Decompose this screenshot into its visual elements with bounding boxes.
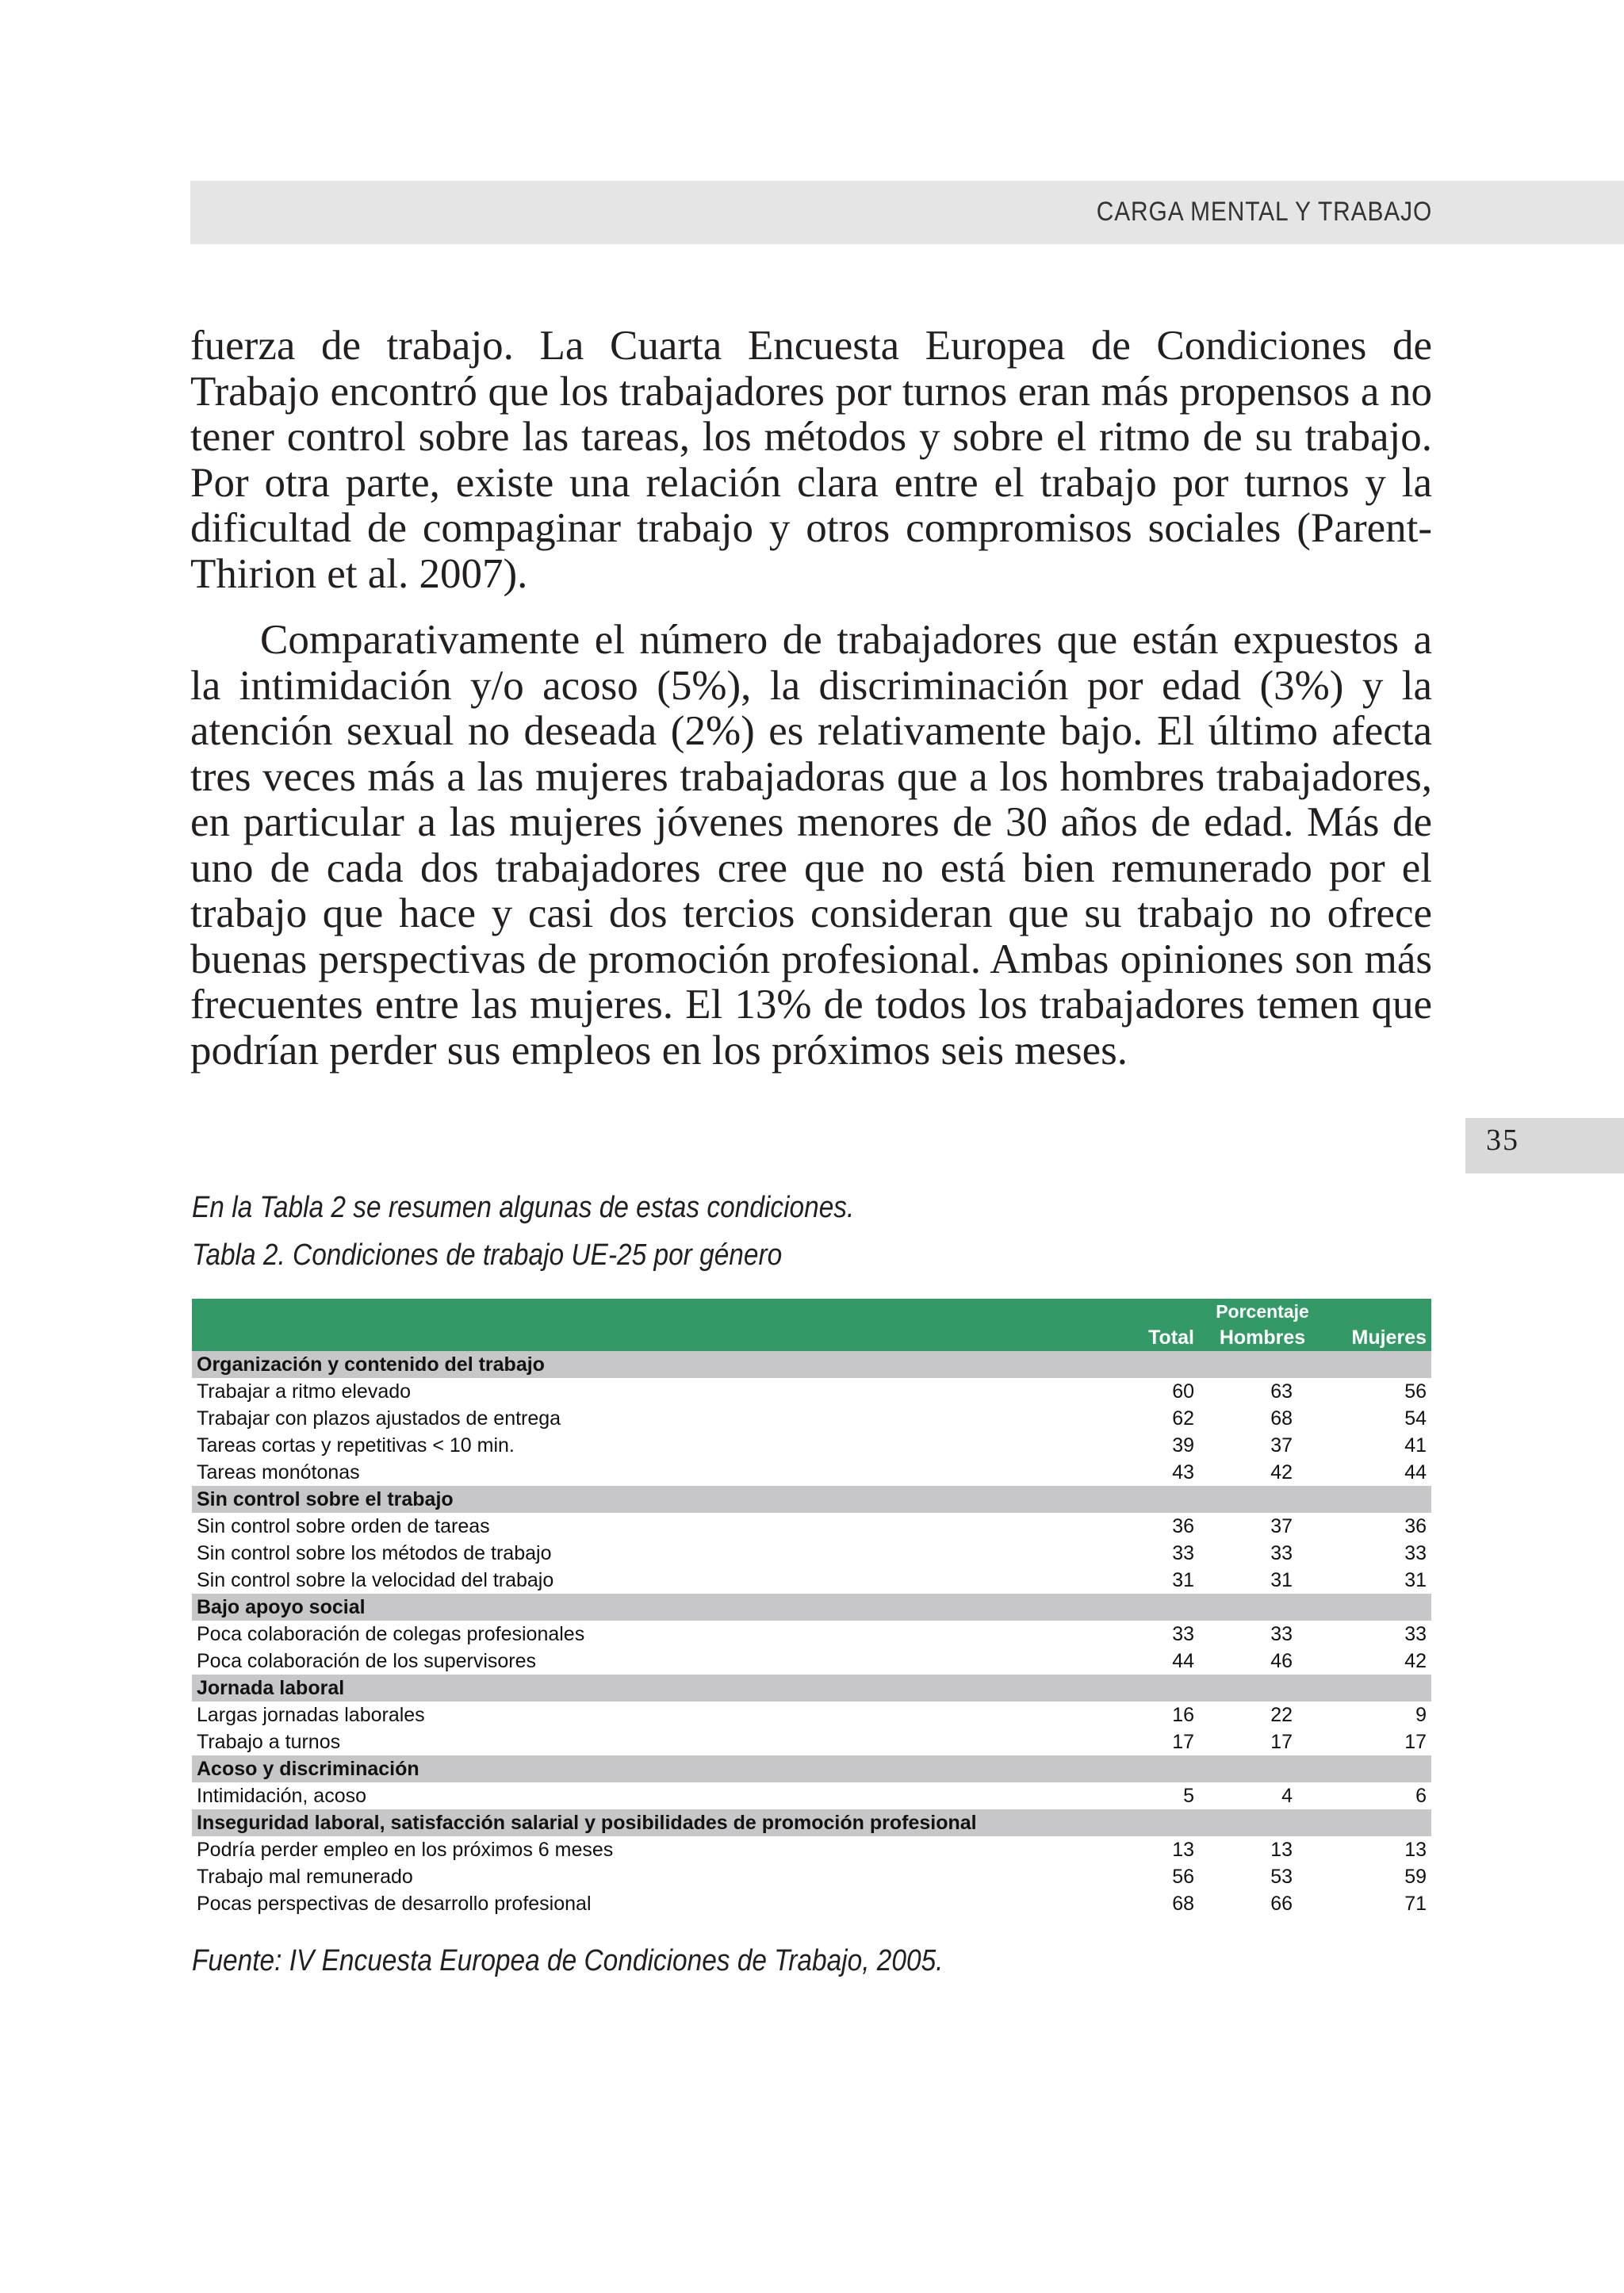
row-label: Intimidación, acoso xyxy=(197,1785,367,1807)
cell-hombres: 13 xyxy=(1270,1839,1293,1861)
table-row xyxy=(192,1378,1431,1405)
cell-hombres: 42 xyxy=(1270,1461,1293,1483)
cell-hombres: 33 xyxy=(1270,1542,1293,1564)
table-section-row xyxy=(192,1351,1431,1378)
table-row xyxy=(192,1513,1431,1540)
paragraph: Comparativamente el número de trabajadores que están expuestos a la intimidación y/o acoso (5%), la discriminación por edad (3%) y la atención sexual no deseada (2%) es relativamente bajo. El último afecta tres veces más a las mujeres trabajadoras que a los hombres trabajadores, en particular a las mujeres jóvenes menores de 30 años de edad. Más de uno de cada dos trabajadores cree que no está bien remunerado por el trabajo que hace y casi dos tercios consideran que su trabajo no ofrece buenas perspectivas de promoción profesional. Ambas opiniones son más frecuentes entre las mujeres. El 13% de todos los trabajadores temen que podrían perder sus empleos en los próximos seis meses. xyxy=(190,617,1432,1074)
section-label: Inseguridad laboral, satisfacción salarial y posibilidades de promoción profesional xyxy=(192,1809,1431,1836)
cell-mujeres: 71 xyxy=(1404,1893,1427,1915)
row-label: Sin control sobre los métodos de trabajo xyxy=(197,1542,552,1564)
cell-total: 43 xyxy=(1172,1461,1194,1483)
table-row xyxy=(192,1836,1431,1863)
column-header-mujeres: Mujeres xyxy=(1326,1324,1431,1351)
cell-hombres: 33 xyxy=(1270,1623,1293,1645)
table-row xyxy=(192,1621,1431,1648)
table-row xyxy=(192,1728,1431,1755)
table-row xyxy=(192,1567,1431,1594)
row-label: Pocas perspectivas de desarrollo profesional xyxy=(197,1893,592,1915)
table-caption: Tabla 2. Condiciones de trabajo UE-25 por género xyxy=(192,1238,783,1272)
section-label: Acoso y discriminación xyxy=(192,1755,1431,1782)
table-row xyxy=(192,1782,1431,1809)
cell-mujeres: 36 xyxy=(1404,1515,1427,1537)
cell-hombres: 31 xyxy=(1270,1569,1293,1591)
cell-total: 36 xyxy=(1172,1515,1194,1537)
row-label: Sin control sobre la velocidad del trabajo xyxy=(197,1569,554,1591)
cell-hombres: 53 xyxy=(1270,1866,1293,1888)
table-section-row xyxy=(192,1755,1431,1782)
cell-mujeres: 56 xyxy=(1404,1380,1427,1403)
table-section-row xyxy=(192,1594,1431,1621)
cell-total: 39 xyxy=(1172,1434,1194,1457)
cell-hombres: 63 xyxy=(1270,1380,1293,1403)
cell-mujeres: 33 xyxy=(1404,1623,1427,1645)
section-label: Sin control sobre el trabajo xyxy=(192,1486,1431,1513)
table-section-row xyxy=(192,1809,1431,1836)
cell-hombres: 37 xyxy=(1270,1434,1293,1457)
cell-hombres: 66 xyxy=(1270,1893,1293,1915)
cell-total: 56 xyxy=(1172,1866,1194,1888)
table-row xyxy=(192,1863,1431,1890)
row-label: Tareas cortas y repetitivas < 10 min. xyxy=(197,1434,515,1457)
table-row xyxy=(192,1459,1431,1486)
cell-hombres: 22 xyxy=(1270,1704,1293,1726)
cell-total: 33 xyxy=(1172,1623,1194,1645)
row-label: Trabajar a ritmo elevado xyxy=(197,1380,412,1403)
row-label: Podría perder empleo en los próximos 6 meses xyxy=(197,1839,614,1861)
cell-mujeres: 9 xyxy=(1415,1704,1427,1726)
cell-total: 17 xyxy=(1172,1731,1194,1753)
cell-mujeres: 41 xyxy=(1404,1434,1427,1457)
section-label: Jornada laboral xyxy=(192,1675,1431,1702)
cell-mujeres: 59 xyxy=(1404,1866,1427,1888)
cell-mujeres: 54 xyxy=(1404,1407,1427,1430)
cell-total: 16 xyxy=(1172,1704,1194,1726)
table-section-row xyxy=(192,1675,1431,1702)
working-conditions-table xyxy=(192,1299,1431,1917)
table-row xyxy=(192,1405,1431,1432)
group-header-percentage: Porcentaje xyxy=(1199,1299,1326,1324)
cell-mujeres: 17 xyxy=(1404,1731,1427,1753)
cell-total: 33 xyxy=(1172,1542,1194,1564)
row-label: Poca colaboración de colegas profesionales xyxy=(197,1623,585,1645)
cell-hombres: 37 xyxy=(1270,1515,1293,1537)
cell-hombres: 17 xyxy=(1270,1731,1293,1753)
column-header-hombres: Hombres xyxy=(1199,1324,1326,1351)
table-row xyxy=(192,1432,1431,1459)
cell-total: 44 xyxy=(1172,1650,1194,1672)
row-label: Trabajo a turnos xyxy=(197,1731,341,1753)
table-row xyxy=(192,1890,1431,1917)
row-label: Largas jornadas laborales xyxy=(197,1704,425,1726)
cell-total: 13 xyxy=(1172,1839,1194,1861)
cell-total: 68 xyxy=(1172,1893,1194,1915)
table-section-row xyxy=(192,1486,1431,1513)
cell-hombres: 68 xyxy=(1270,1407,1293,1430)
cell-mujeres: 33 xyxy=(1404,1542,1427,1564)
cell-total: 31 xyxy=(1172,1569,1194,1591)
row-label: Sin control sobre orden de tareas xyxy=(197,1515,490,1537)
paragraph: fuerza de trabajo. La Cuarta Encuesta Europea de Condiciones de Trabajo encontró que los trabajadores por turnos eran más propensos a no tener control sobre las tareas, los métodos y sobre el ritmo de su trabajo. Por otra parte, existe una relación clara entre el trabajo por turnos y la dificultad de compaginar trabajo y otros compromisos sociales (Parent-Thirion et al. 2007). xyxy=(190,323,1432,597)
cell-mujeres: 42 xyxy=(1404,1650,1427,1672)
table-row xyxy=(192,1702,1431,1728)
row-label: Tareas monótonas xyxy=(197,1461,360,1483)
row-label: Trabajo mal remunerado xyxy=(197,1866,413,1888)
section-label: Organización y contenido del trabajo xyxy=(192,1351,1431,1378)
section-label: Bajo apoyo social xyxy=(192,1594,1431,1621)
cell-total: 62 xyxy=(1172,1407,1194,1430)
row-label: Poca colaboración de los supervisores xyxy=(197,1650,537,1672)
row-label: Trabajar con plazos ajustados de entrega xyxy=(197,1407,561,1430)
table-group-header-row xyxy=(192,1299,1431,1324)
table-column-header-row xyxy=(192,1324,1431,1351)
running-header-title: CARGA MENTAL Y TRABAJO xyxy=(1096,197,1432,227)
table-row xyxy=(192,1648,1431,1675)
cell-total: 60 xyxy=(1172,1380,1194,1403)
cell-mujeres: 44 xyxy=(1404,1461,1427,1483)
cell-hombres: 46 xyxy=(1270,1650,1293,1672)
page-number: 35 xyxy=(1486,1124,1519,1157)
source-caption: Fuente: IV Encuesta Europea de Condiciones de Trabajo, 2005. xyxy=(192,1944,944,1977)
cell-hombres: 4 xyxy=(1281,1785,1293,1807)
table-intro-caption: En la Tabla 2 se resumen algunas de estas condiciones. xyxy=(192,1191,855,1224)
cell-mujeres: 6 xyxy=(1415,1785,1427,1807)
cell-mujeres: 31 xyxy=(1404,1569,1427,1591)
column-header-total: Total xyxy=(1072,1324,1199,1351)
table-row xyxy=(192,1540,1431,1567)
cell-mujeres: 13 xyxy=(1404,1839,1427,1861)
body-text xyxy=(190,323,1432,1074)
cell-total: 5 xyxy=(1183,1785,1194,1807)
